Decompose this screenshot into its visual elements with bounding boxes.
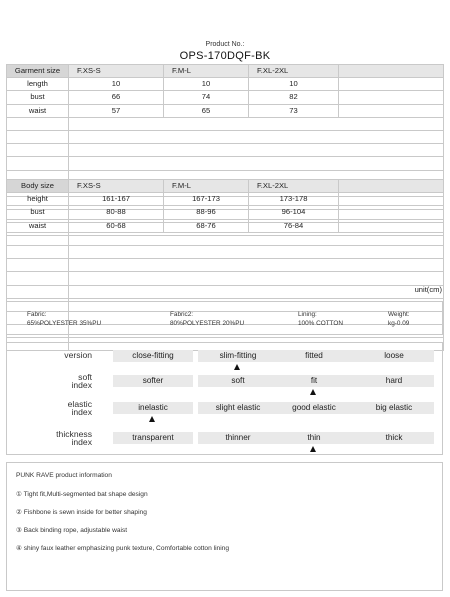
selected-marker-icon — [234, 364, 240, 370]
table-cell: 96-104 — [249, 206, 339, 219]
attribute-option: slim-fitting — [198, 350, 278, 362]
size-header: F.M-L — [164, 65, 249, 78]
table-cell-empty — [7, 130, 69, 143]
attribute-option: close-fitting — [113, 350, 193, 362]
table-cell: 76-84 — [249, 219, 339, 232]
table-header-label: Body size — [7, 180, 69, 193]
table-cell-empty — [7, 272, 69, 285]
fabric2-label: Fabric2: — [170, 311, 194, 318]
weight-value: kg-0.09 — [388, 319, 410, 327]
product-no-label: Product No.: — [205, 41, 245, 48]
row-label: bust — [7, 91, 69, 104]
unit-label: unit(cm) — [414, 285, 442, 294]
table-row — [7, 206, 444, 219]
table-cell-empty — [7, 157, 69, 170]
fabric-panel — [6, 301, 443, 335]
product-number: OPS-170DQF-BK — [179, 50, 271, 62]
table-cell-empty — [7, 259, 69, 272]
attribute-panel — [6, 342, 443, 455]
table-cell: 66 — [69, 91, 164, 104]
selected-marker-icon — [310, 446, 316, 452]
product-info-panel — [6, 462, 443, 591]
size-header: F.XL-2XL — [249, 180, 339, 193]
table-cell-empty — [339, 91, 444, 104]
table-cell-empty — [69, 130, 444, 143]
size-header: F.XS-S — [69, 180, 164, 193]
row-label: waist — [7, 219, 69, 232]
table-cell-empty — [69, 117, 444, 130]
table-row — [7, 91, 444, 104]
table-cell: 57 — [69, 104, 164, 117]
attribute-option: soft — [198, 375, 278, 387]
table-cell-empty — [339, 193, 444, 206]
table-cell: 10 — [69, 78, 164, 91]
attribute-option: thinner — [198, 432, 278, 444]
table-row — [7, 219, 444, 232]
size-header: F.XS-S — [69, 65, 164, 78]
attribute-label: elastic index — [67, 399, 92, 417]
table-cell: 161-167 — [69, 193, 164, 206]
table-cell: 82 — [249, 91, 339, 104]
table-cell-empty — [339, 78, 444, 91]
attribute-label: version — [64, 350, 92, 360]
table-cell: 10 — [249, 78, 339, 91]
table-row-empty — [7, 285, 444, 298]
info-item-1: ① Tight fit,Multi-segmented bat shape design — [16, 491, 148, 498]
size-header: F.XL-2XL — [249, 65, 339, 78]
table-row — [7, 104, 444, 117]
size-header: F.M-L — [164, 180, 249, 193]
row-label: bust — [7, 206, 69, 219]
table-cell-empty — [339, 219, 444, 232]
fabric-value: 65%POLYESTER 35%PU — [27, 319, 102, 327]
table-cell-empty — [69, 232, 444, 245]
weight-label: Weight: — [388, 311, 410, 318]
table-cell-empty — [7, 117, 69, 130]
info-item-3: ③ Back binding rope, adjustable waist — [16, 527, 128, 534]
table-cell: 60-68 — [69, 219, 164, 232]
table-cell: 173-178 — [249, 193, 339, 206]
table-cell-empty — [7, 285, 69, 298]
fabric-label: Fabric: — [27, 311, 47, 318]
table-cell-empty — [69, 272, 444, 285]
table-cell-empty — [339, 206, 444, 219]
table-row-empty — [7, 157, 444, 170]
attribute-option: softer — [113, 375, 193, 387]
table-row — [7, 193, 444, 206]
table-cell: 10 — [164, 78, 249, 91]
table-cell-empty — [69, 157, 444, 170]
table-row-empty — [7, 272, 444, 285]
attribute-option: inelastic — [113, 402, 193, 414]
row-label: length — [7, 78, 69, 91]
table-header-label: Garment size — [7, 65, 69, 78]
selected-marker-icon — [310, 389, 316, 395]
table-header-row — [7, 180, 444, 193]
attribute-label: soft index — [71, 372, 92, 390]
attribute-label: thickness index — [56, 429, 92, 447]
attribute-option: thick — [354, 432, 434, 444]
weight-info — [388, 311, 410, 328]
table-cell-empty — [69, 285, 444, 298]
table-cell-empty — [69, 259, 444, 272]
table-row-empty — [7, 144, 444, 157]
selected-marker-icon — [149, 416, 155, 422]
table-header-spacer — [339, 65, 444, 78]
table-cell-empty — [69, 144, 444, 157]
table-cell-empty — [7, 245, 69, 258]
table-cell-empty — [7, 232, 69, 245]
attribute-option: loose — [354, 350, 434, 362]
attribute-option: good elastic — [274, 402, 354, 414]
table-cell: 167-173 — [164, 193, 249, 206]
table-cell-empty — [7, 144, 69, 157]
table-row — [7, 78, 444, 91]
table-header-spacer — [339, 180, 444, 193]
attribute-option: big elastic — [354, 402, 434, 414]
table-cell: 80-88 — [69, 206, 164, 219]
attribute-option: slight elastic — [198, 402, 278, 414]
table-row-empty — [7, 117, 444, 130]
table-row-empty — [7, 245, 444, 258]
table-cell-empty — [339, 104, 444, 117]
table-cell: 88-96 — [164, 206, 249, 219]
attribute-option: transparent — [113, 432, 193, 444]
row-label: waist — [7, 104, 69, 117]
fabric-info — [27, 311, 101, 328]
product-info-title: PUNK RAVE product information — [16, 472, 112, 479]
attribute-option: thin — [274, 432, 354, 444]
attribute-option: fitted — [274, 350, 354, 362]
table-cell: 74 — [164, 91, 249, 104]
attribute-option: fit — [274, 375, 354, 387]
row-label: height — [7, 193, 69, 206]
table-row-empty — [7, 232, 444, 245]
table-cell: 68-76 — [164, 219, 249, 232]
info-item-4: ④ shiny faux leather emphasizing punk texture, Comfortable cotton lining — [16, 545, 229, 552]
lining-label: Lining: — [298, 311, 317, 318]
table-cell: 65 — [164, 104, 249, 117]
info-item-2: ② Fishbone is sewn inside for better shaping — [16, 509, 147, 516]
table-cell-empty — [69, 245, 444, 258]
lining-info — [298, 311, 343, 328]
table-cell: 73 — [249, 104, 339, 117]
table-row-empty — [7, 130, 444, 143]
fabric2-info — [170, 311, 244, 328]
lining-value: 100% COTTON — [298, 319, 343, 327]
fabric2-value: 80%POLYESTER 20%PU — [170, 319, 245, 327]
attribute-option: hard — [354, 375, 434, 387]
table-row-empty — [7, 259, 444, 272]
table-header-row — [7, 65, 444, 78]
